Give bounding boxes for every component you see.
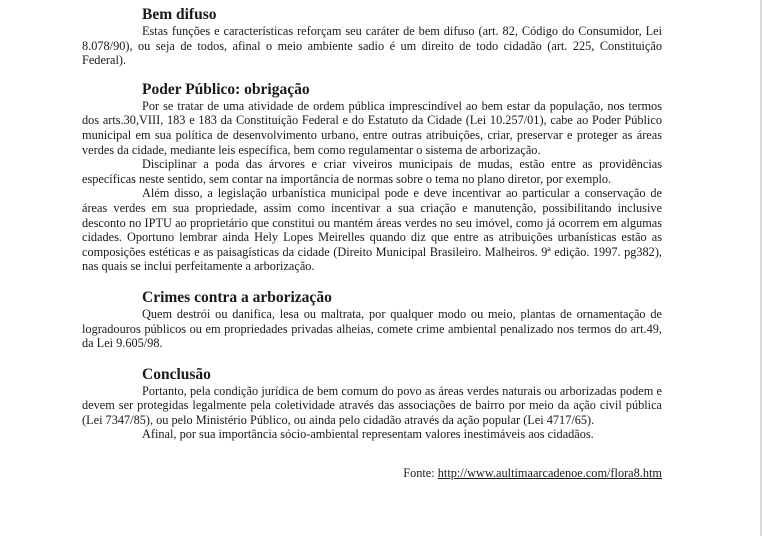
paragraph: Quem destrói ou danifica, lesa ou maltrata, por qualquer modo ou meio, plantas de ornamentação de logradouros públicos ou em propriedades privadas alheias, comete crime ambiental penalizado nos termos do art.49, da Lei 9.605/98. <box>82 306 662 351</box>
source-label: Fonte: <box>403 466 438 481</box>
paragraph: Portanto, pela condição jurídica de bem comum do povo as áreas verdes naturais ou arborizadas podem e devem ser protegidas legalmente pela coletividade através das associações de bairro por meio da ação civil pública (Lei 7347/85), ou pelo Ministério Público, ou ainda pelo cidadão através da ação popular (Lei 4717/65). <box>82 383 662 427</box>
section-bem-difuso <box>82 6 662 68</box>
paragraph: Além disso, a legislação urbanística municipal pode e deve incentivar ao particular a conservação de áreas verdes em sua propriedade, assim como incentivar a sua criação e manutenção, possibilitando inclusive desconto no IPTU ao proprietário que constitui ou mantém áreas verdes no seu imóvel, como já ocorrem em algumas cidades. Oportuno lembrar ainda Hely Lopes Meirelles quando diz que entre as atribuições urbanísticas estão as composições estéticas e as paisagísticas da cidade (Direito Municipal Brasileiro. Malheiros. 9ª edição. 1997. pg382), nas quais se inclui perfeitamente a arborização. <box>82 186 662 274</box>
paragraph: Afinal, por sua importância sócio-ambiental representam valores inestimáveis aos cidadãos. <box>142 427 594 442</box>
document-body <box>82 6 662 481</box>
section-crimes <box>82 289 662 351</box>
section-heading: Bem difuso <box>142 6 217 23</box>
paragraph: Estas funções e características reforçam seu caráter de bem difuso (art. 82, Código do Consumidor, Lei 8.078/90), ou seja de todos, afinal o meio ambiente sadio é um direito de todo cidadão (art. 225, Constituição Federal). <box>82 24 662 68</box>
section-conclusao <box>82 366 662 442</box>
section-heading: Conclusão <box>142 365 211 383</box>
section-poder-publico <box>82 81 662 274</box>
section-heading: Poder Público: obrigação <box>142 80 310 98</box>
source-line <box>82 466 662 481</box>
section-heading: Crimes contra a arborização <box>142 288 332 306</box>
paragraph: Disciplinar a poda das árvores e criar viveiros municipais de mudas, estão entre as providências específicas neste sentido, sem contar na importância de normas sobre o tema no plano diretor, por exemplo. <box>82 157 662 186</box>
paragraph: Por se tratar de uma atividade de ordem pública imprescindível ao bem estar da população, nos termos dos arts.30,VIII, 183 e 183 da Constituição Federal e do Estatuto da Cidade (Lei 10.257/01), cabe ao Poder Público municipal em sua política de desenvolvimento urbano, entre outras atribuições, criar, preservar e proteger as áreas verdes da cidade, mediante leis específica, bem como regulamentar o sistema de arborização. <box>82 98 662 157</box>
source-link[interactable]: http://www.aultimaarcadenoe.com/flora8.htm <box>437 466 662 481</box>
